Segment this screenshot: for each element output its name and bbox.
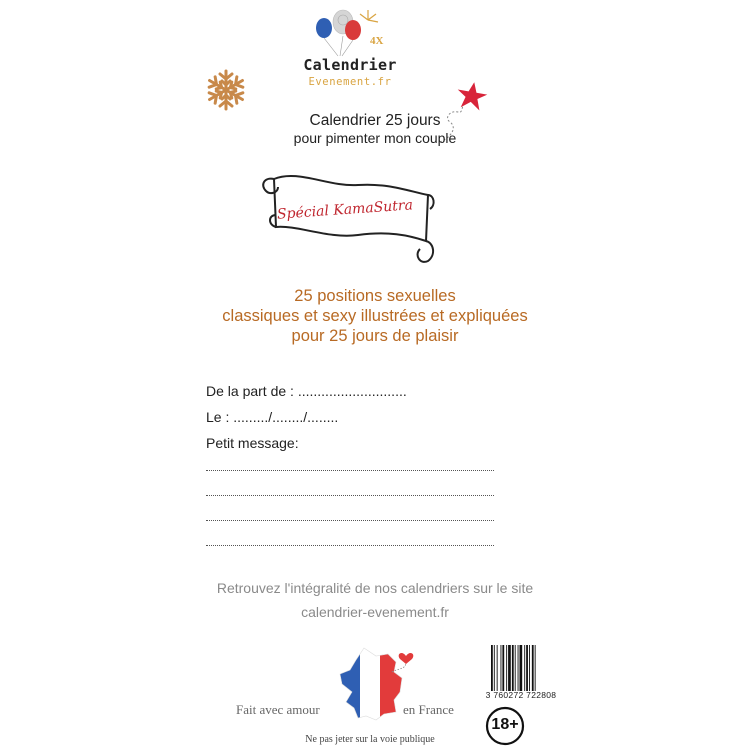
banner-text: Spécial KamaSutra <box>276 197 414 223</box>
in-france-text: en France <box>403 702 454 717</box>
from-field[interactable]: De la part de : ............................ <box>206 383 407 399</box>
message-line-1[interactable] <box>206 470 494 471</box>
logo-title: Calendrier <box>303 56 397 74</box>
fireworks-icon <box>360 10 378 22</box>
logo-subtitle: Evenement.fr <box>308 76 392 88</box>
message-line-2[interactable] <box>206 495 494 496</box>
balloons-icon <box>316 10 361 56</box>
website-text: Retrouvez l'intégralité de nos calendriers sur le site <box>216 580 534 596</box>
website-url[interactable]: calendrier-evenement.fr <box>301 604 449 620</box>
calendar-subtitle: pour pimenter mon couple <box>293 130 457 146</box>
calendar-title: Calendrier 25 jours <box>309 112 441 129</box>
disposal-note: Ne pas jeter sur la voie publique <box>305 734 435 745</box>
description-line-3: pour 25 jours de plaisir <box>291 327 459 345</box>
logo-badge: 4X <box>370 35 384 47</box>
message-label: Petit message: <box>206 435 299 451</box>
barcode-number: 3 760272 722808 <box>485 690 557 700</box>
heart-icon <box>399 653 414 664</box>
description-line-1: 25 positions sexuelles <box>294 287 456 305</box>
message-line-4[interactable] <box>206 545 494 546</box>
age-rating-label: 18+ <box>491 716 519 733</box>
snowflake-icon <box>204 68 248 112</box>
description-line-2: classiques et sexy illustrées et expliquées <box>222 307 528 325</box>
made-with-love-text: Fait avec amour <box>236 702 320 717</box>
date-field[interactable]: Le : ........./......../........ <box>206 409 339 425</box>
message-line-3[interactable] <box>206 520 494 521</box>
